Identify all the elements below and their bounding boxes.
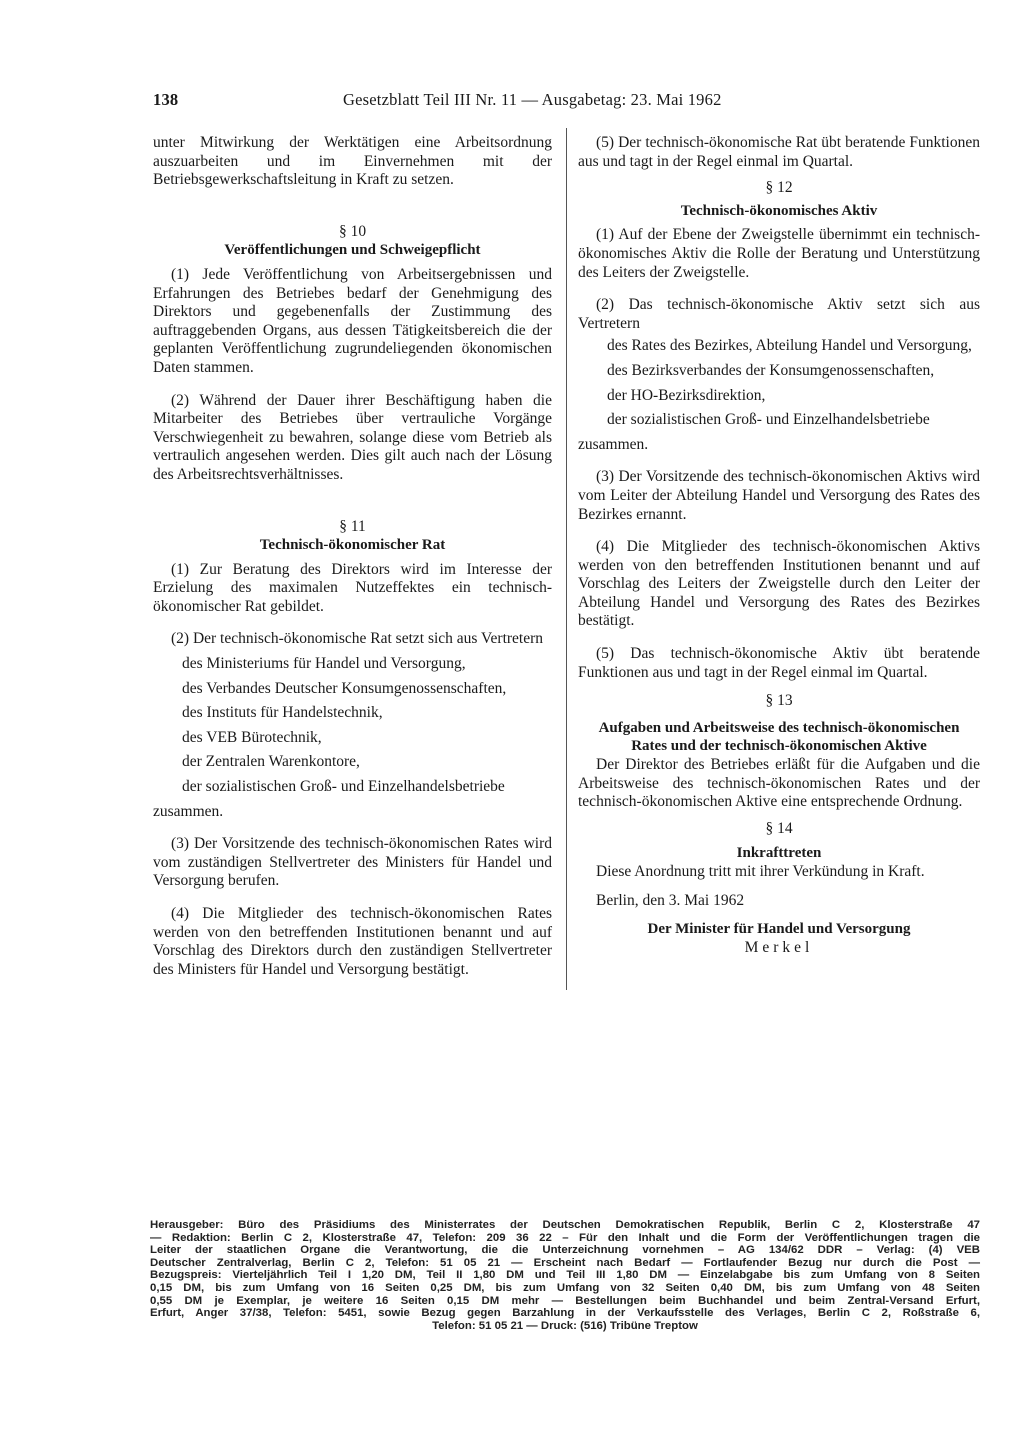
section-10-paragraph-2: (2) Während der Dauer ihrer Beschäftigung haben die Mitarbeiter des Betriebes über vertrauliche Vorgänge Verschwiegenheit zu bewahren, solange diese vom Betrieb als vertraulich angesehen werden. Dies gilt auch nach der Lösung des Arbeitsrechtsverhältnisses. <box>153 391 552 483</box>
section-12-paragraph-2: (2) Das technisch-ökonomische Aktiv setzt sich aus Vertretern <box>578 296 980 332</box>
section-11-list-item: des Ministeriums für Handel und Versorgung, <box>182 655 466 673</box>
page-number: 138 <box>153 90 179 109</box>
section-11-paragraph-2: (2) Der technisch-ökonomische Rat setzt sich aus Vertretern <box>171 630 544 648</box>
imprint-line: Telefon: 51 05 21 — Druck: (516) Tribüne Treptow <box>432 1319 698 1332</box>
imprint-footer <box>150 1219 980 1332</box>
section-12-title: Technisch-ökonomisches Aktiv <box>680 202 878 219</box>
imprint-line: Herausgeber: Büro des Präsidiums des Ministerrates der Deutschen Demokratischen Republik, Berlin C 2, Klosterstraße 47 <box>150 1219 980 1231</box>
section-12-list-item: der HO-Bezirksdirektion, <box>607 386 766 404</box>
section-13-paragraph-1: Der Direktor des Betriebes erläßt für die Aufgaben und die Arbeitsweise des technisch-ökonomischen Rates und der technisch-ökonomischen Aktive eine entsprechende Ordnung. <box>578 756 980 811</box>
section-12-list-end: zusammen. <box>578 435 649 453</box>
section-11-list-end: zusammen. <box>153 802 224 820</box>
section-12-list-item: der sozialistischen Groß- und Einzelhandelsbetriebe <box>607 411 930 429</box>
section-11-list-item: der sozialistischen Groß- und Einzelhandelsbetriebe <box>182 778 505 796</box>
column-divider <box>566 128 567 990</box>
gazette-title: Gesetzblatt Teil III Nr. 11 — Ausgabetag: 23. Mai 1962 <box>343 90 722 109</box>
section-13-title-line-2: Rates und der technisch-ökonomischen Aktive <box>631 738 927 755</box>
imprint-line: Leiter der staatlichen Organe die Verantwortung, die die Unterzeichnung vornehmen – AG 134/62 DDR – Verlag: (4) VEB <box>150 1244 980 1257</box>
section-12-list-item: des Bezirksverbandes der Konsumgenossenschaften, <box>607 361 935 379</box>
section-12-paragraph-3: (3) Der Vorsitzende des technisch-ökonomischen Aktivs wird vom Leiter der Abteilung Handel und Versorgung des Rates des Bezirkes ernannt. <box>578 468 980 523</box>
section-10-number: § 10 <box>338 222 367 240</box>
section-11-paragraph-4: (4) Die Mitglieder des technisch-ökonomischen Rates werden von den betreffenden Institutionen benannt und auf Vorschlag des Direktors durch den zuständigen Stellvertreter des Ministers für Handel und Versorgung bestätigt. <box>153 905 552 978</box>
section-14-number: § 14 <box>765 819 793 837</box>
section-11-list-item: des VEB Bürotechnik, <box>182 728 322 746</box>
place-date: Berlin, den 3. Mai 1962 <box>596 891 745 909</box>
imprint-line: — Redaktion: Berlin C 2, Klosterstraße 47, Telefon: 209 36 22 – Für den Inhalt und die Form der Veröffentlichungen tragen die <box>150 1231 980 1244</box>
section-12-paragraph-5: (5) Das technisch-ökonomische Aktiv übt beratende Funktionen aus und tagt in der Regel einmal im Quartal. <box>578 645 980 681</box>
section-14-title: Inkrafttreten <box>736 845 822 862</box>
section-13-title-line-1: Aufgaben und Arbeitsweise des technisch-ökonomischen <box>598 719 960 736</box>
imprint-line: Deutscher Zentralverlag, Berlin C 2, Telefon: 51 05 21 — Erscheint nach Bedarf — Fortlaufender Bezug nur durch die Post — <box>150 1256 980 1269</box>
imprint-line: Bezugspreis: Vierteljährlich Teil I 1,20 DM, Teil II 1,80 DM und Teil III 1,80 DM — Einzelabgabe bis zum Umfang von 8 Seiten <box>150 1269 980 1282</box>
section-10-title: Veröffentlichungen und Schweigepflicht <box>224 242 481 259</box>
section-11-list-item: des Instituts für Handelstechnik, <box>182 704 383 722</box>
section-12-paragraph-4: (4) Die Mitglieder des technisch-ökonomischen Aktivs werden von den betreffenden Institutionen benannt und auf Vorschlag des Leiters der Zweigstelle durch den Leiter der Abteilung Handel und Versorgung des Rates des Bezirkes bestätigt. <box>578 538 980 630</box>
imprint-line: Erfurt, Anger 37/38, Telefon: 5451, sowie Bezug gegen Barzahlung in der Verkaufsstelle des Verlages, Berlin C 2, Roßstraße 6, <box>150 1307 980 1320</box>
intro-paragraph: unter Mitwirkung der Werktätigen eine Arbeitsordnung auszuarbeiten und im Einvernehmen mit der Betriebsgewerkschaftsleitung in Kraft zu setzen. <box>153 134 552 189</box>
signature-name: Merkel <box>744 938 814 956</box>
section-10-paragraph-1: (1) Jede Veröffentlichung von Arbeitsergebnissen und Erfahrungen des Betriebes bedarf der Genehmigung des Direktors und gegebenenfalls der Zustimmung des auftraggebenden Organs, aus dessen Tätigkeitsbereich die der geplanten Veröffentlichung zugrundeliegenden ökonomischen Daten stammen. <box>153 265 552 376</box>
section-11-paragraph-5: (5) Der technisch-ökonomische Rat übt beratende Funktionen aus und tagt in der Regel einmal im Quartal. <box>578 134 980 170</box>
section-14-paragraph-1: Diese Anordnung tritt mit ihrer Verkündung in Kraft. <box>596 863 925 880</box>
section-12-list-item: des Rates des Bezirkes, Abteilung Handel und Versorgung, <box>607 337 972 355</box>
section-13-number: § 13 <box>765 692 793 710</box>
signature-title: Der Minister für Handel und Versorgung <box>647 921 911 938</box>
section-12-number: § 12 <box>765 179 793 197</box>
section-11-title: Technisch-ökonomischer Rat <box>259 537 446 554</box>
page-header <box>153 90 983 112</box>
imprint-line: 0,15 DM, bis zum Umfang von 16 Seiten 0,25 DM, bis zum Umfang von 32 Seiten 0,40 DM, bis zum Umfang von 48 Seiten <box>150 1281 980 1294</box>
section-12-paragraph-1: (1) Auf der Ebene der Zweigstelle übernimmt ein technisch-ökonomisches Aktiv die Rolle der Beratung und Unterstützung des Leiters der Zweigstelle. <box>578 226 980 281</box>
left-column <box>153 134 552 979</box>
section-11-list-item: der Zentralen Warenkontore, <box>182 753 360 771</box>
right-column <box>578 134 980 957</box>
section-11-list-item: des Verbandes Deutscher Konsumgenossenschaften, <box>182 679 507 697</box>
section-11-paragraph-3: (3) Der Vorsitzende des technisch-ökonomischen Rates wird vom zuständigen Stellvertreter des Ministers für Handel und Versorgung berufen. <box>153 835 552 890</box>
section-11-paragraph-1: (1) Zur Beratung des Direktors wird im Interesse der Erzielung des maximalen Nutzeffektes ein technisch-ökonomischer Rat gebildet. <box>153 560 552 615</box>
imprint-line: 0,55 DM je Exemplar, je weitere 16 Seiten 0,15 DM mehr — Bestellungen beim Buchhandel und beim Zentral-Versand Erfurt, <box>150 1294 980 1307</box>
section-11-number: § 11 <box>339 517 366 535</box>
